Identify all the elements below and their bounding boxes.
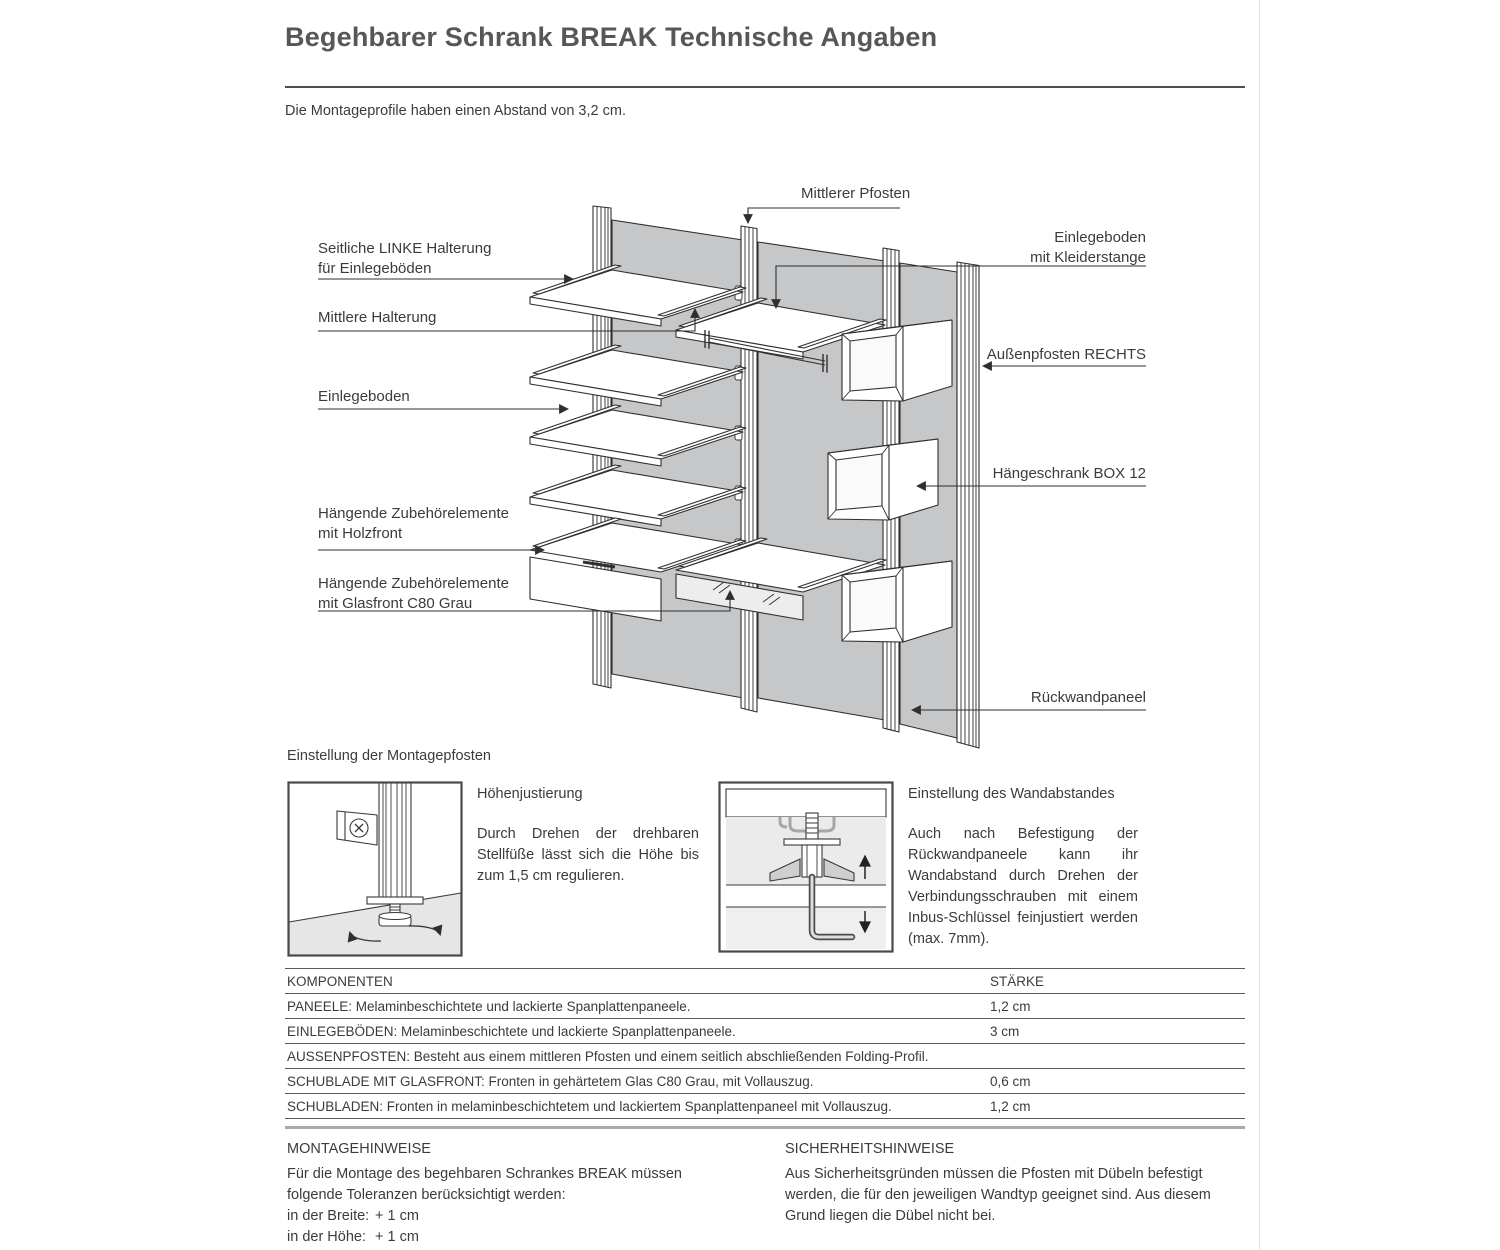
table-header-row xyxy=(285,969,1245,994)
cell-strength xyxy=(990,1049,1243,1064)
cell-component: PANEELE: Melaminbeschichtete und lackierte Spanplattenpaneele. xyxy=(287,999,691,1014)
adjustment-section-title: Einstellung der Montagepfosten xyxy=(287,748,491,764)
wall-structure xyxy=(530,206,979,748)
post-profile xyxy=(379,783,411,899)
height-adjustment-title: Höhenjustierung xyxy=(477,786,583,802)
table-row xyxy=(285,1044,1245,1069)
section-divider xyxy=(285,1126,1245,1129)
label-seitliche-linke-line2: für Einlegeböden xyxy=(318,260,432,277)
table-row xyxy=(285,1069,1245,1094)
intro-text: Die Montageprofile haben einen Abstand von 3,2 cm. xyxy=(285,103,626,119)
wall-box-bottom xyxy=(842,561,952,642)
wall-box-top xyxy=(842,320,952,401)
tolerance-label: in der Breite: xyxy=(287,1208,370,1224)
table-row xyxy=(285,1094,1245,1119)
tolerance-value: + 1 cm xyxy=(375,1229,419,1245)
tolerance-value: + 1 cm xyxy=(375,1208,419,1224)
montage-notes-title: MONTAGEHINWEISE xyxy=(287,1141,431,1157)
label-holzfront-line1: Hängende Zubehörelemente xyxy=(318,505,509,522)
cell-component: SCHUBLADE MIT GLASFRONT: Fronten in gehärtetem Glas C80 Grau, mit Vollauszug. xyxy=(287,1074,814,1089)
cell-strength: 3 cm xyxy=(990,1024,1020,1039)
label-mittlerer-pfosten: Mittlerer Pfosten xyxy=(801,185,911,202)
label-haengeschrank: Hängeschrank BOX 12 xyxy=(992,465,1146,482)
label-rueckwandpaneel: Rückwandpaneel xyxy=(1030,689,1146,706)
label-einlegeboden: Einlegeboden xyxy=(318,388,410,405)
height-adjustment-body: Durch Drehen der drehbaren Stellfüße lässt sich die Höhe bis zum 1,5 cm regulieren. xyxy=(477,826,699,884)
leader-mittlerer-pfosten xyxy=(748,208,900,222)
title-divider xyxy=(285,86,1245,88)
wall-distance-body: Auch nach Befestigung der Rückwandpaneele kann ihr Wandabstand durch Drehen der Verbindungsschrauben mit einem Inbus-Schlüssel feinjustiert werden (max. 7mm). xyxy=(908,826,1138,947)
tolerance-label: in der Höhe: xyxy=(287,1229,366,1245)
outer-post-right-folding-profile xyxy=(957,262,979,748)
table-row xyxy=(285,1019,1245,1044)
cell-strength: 0,6 cm xyxy=(990,1074,1031,1089)
wall-distance-text xyxy=(908,784,1138,950)
tolerance-row xyxy=(287,1227,705,1248)
height-adjustment-figure xyxy=(287,781,463,957)
label-aussenpfosten: Außenpfosten RECHTS xyxy=(986,346,1146,363)
label-glasfront-line2: mit Glasfront C80 Grau xyxy=(318,595,473,612)
wall-box-middle-box12 xyxy=(828,439,938,520)
label-kleiderstange-line2: mit Kleiderstange xyxy=(1030,249,1146,266)
table-row xyxy=(285,994,1245,1019)
components-table xyxy=(285,968,1245,1119)
cell-strength: 1,2 cm xyxy=(990,1099,1031,1114)
middle-post xyxy=(741,226,757,712)
label-mittlere-halterung: Mittlere Halterung xyxy=(318,309,437,326)
wall-distance-figure xyxy=(718,781,894,953)
montage-notes xyxy=(287,1139,705,1248)
safety-notes-text: Aus Sicherheitsgründen müssen die Pfosten mit Dübeln befestigt werden, die für den jeweiligen Wandtyp geeignet sind. Aus diesem Grund liegen die Dübel nicht bei. xyxy=(785,1166,1211,1224)
safety-notes-title: SICHERHEITSHINWEISE xyxy=(785,1141,955,1157)
closet-system-diagram xyxy=(285,158,1260,763)
cell-component: AUSSENPFOSTEN: Besteht aus einem mittleren Pfosten und einem seitlich abschließenden Folding-Profil. xyxy=(287,1049,929,1064)
cell-strength: 1,2 cm xyxy=(990,999,1031,1014)
label-holzfront-line2: mit Holzfront xyxy=(318,525,403,542)
cell-component: SCHUBLADEN: Fronten in melaminbeschichtetem und lackiertem Spanplattenpaneel mit Vollauszug. xyxy=(287,1099,892,1114)
tolerance-row xyxy=(287,1206,705,1227)
col-header-komponenten: KOMPONENTEN xyxy=(287,974,393,989)
label-kleiderstange-line1: Einlegeboden xyxy=(1054,229,1146,246)
col-header-staerke: STÄRKE xyxy=(990,974,1045,989)
wall-distance-title: Einstellung des Wandabstandes xyxy=(908,786,1115,802)
montage-notes-text: Für die Montage des begehbaren Schrankes BREAK müssen folgende Toleranzen berücksichtigt werden: xyxy=(287,1166,682,1203)
lower-gray-zone xyxy=(726,907,886,949)
cell-component: EINLEGEBÖDEN: Melaminbeschichtete und lackierte Spanplattenpaneele. xyxy=(287,1024,736,1039)
page-title: Begehbarer Schrank BREAK Technische Angaben xyxy=(285,22,938,52)
safety-notes xyxy=(785,1139,1225,1227)
connection-screw xyxy=(806,813,818,839)
height-adjustment-text xyxy=(477,784,699,887)
wall-bracket xyxy=(337,811,377,845)
label-seitliche-linke-line1: Seitliche LINKE Halterung xyxy=(318,240,492,257)
label-glasfront-line1: Hängende Zubehörelemente xyxy=(318,575,509,592)
